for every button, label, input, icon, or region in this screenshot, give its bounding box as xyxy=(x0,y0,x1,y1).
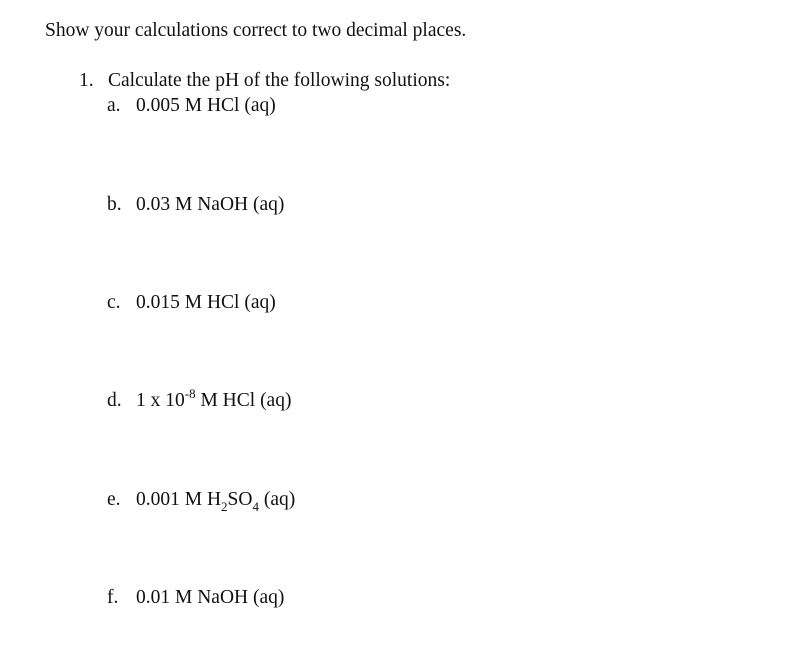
item-e xyxy=(107,488,295,512)
item-b xyxy=(107,193,284,217)
item-e-text-post: (aq) xyxy=(258,489,296,510)
item-d-text-pre: 1 x 10 xyxy=(136,390,185,411)
item-d-text-post: M HCl (aq) xyxy=(195,390,292,411)
item-a-letter: a. xyxy=(107,95,121,116)
item-b-text: 0.03 M NaOH (aq) xyxy=(136,194,285,215)
item-f-letter: f. xyxy=(107,587,119,608)
item-e-letter: e. xyxy=(107,489,121,510)
item-e-text-mid: SO xyxy=(227,489,253,510)
item-f-text: 0.01 M NaOH (aq) xyxy=(136,587,285,608)
item-e-subscript-1: 2 xyxy=(221,498,228,514)
question-text: Calculate the pH of the following solutions: xyxy=(108,70,451,91)
item-c xyxy=(107,291,276,315)
item-d-exponent: -8 xyxy=(184,385,196,401)
item-f xyxy=(107,586,284,610)
item-d-letter: d. xyxy=(107,390,122,411)
item-b-letter: b. xyxy=(107,194,122,215)
item-c-letter: c. xyxy=(107,292,121,313)
item-c-text: 0.015 M HCl (aq) xyxy=(136,292,276,313)
question-number: 1. xyxy=(79,70,94,91)
item-e-text-pre: 0.001 M H xyxy=(136,489,222,510)
item-a xyxy=(107,94,276,118)
item-a-text: 0.005 M HCl (aq) xyxy=(136,95,276,116)
item-e-subscript-2: 4 xyxy=(252,498,259,514)
item-d xyxy=(107,385,292,413)
instruction-text: Show your calculations correct to two decimal places. xyxy=(45,20,467,41)
